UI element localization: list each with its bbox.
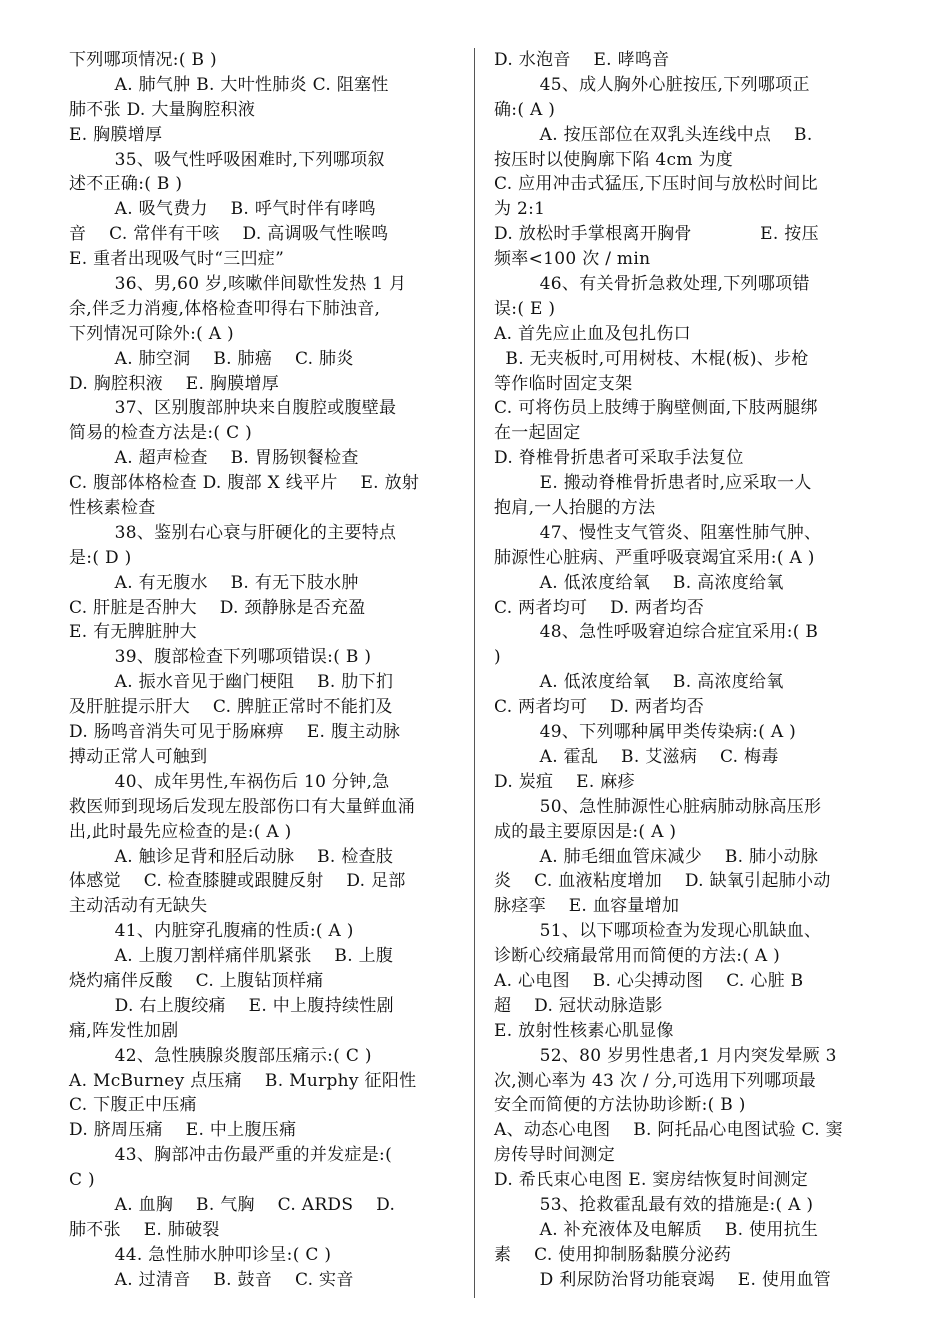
text-line: A. 吸气费力 B. 呼气时伴有哮鸣 (69, 199, 376, 220)
text-line: 搏动正常人可触到 (69, 746, 208, 767)
text-line: 50、急性肺源性心脏病肺动脉高压形 (494, 796, 822, 817)
text-line: 肺源性心脏病、严重呼吸衰竭宜采用:( A ) (494, 547, 815, 568)
text-line: 45、成人胸外心脏按压,下列哪项正 (494, 74, 810, 95)
text-line: E. 搬动脊椎骨折患者时,应采取一人 (494, 473, 812, 494)
text-line: D. 希氏束心电图 E. 窦房结恢复时间测定 (494, 1170, 809, 1191)
text-line: D 利尿防治肾功能衰竭 E. 使用血管 (494, 1269, 832, 1290)
text-line: 抱肩,一人抬腿的方法 (494, 498, 656, 519)
text-line: A. 肺气肿 B. 大叶性肺炎 C. 阻塞性 (69, 74, 389, 95)
text-line: A. 肺毛细血管床减少 B. 肺小动脉 (494, 846, 819, 867)
text-line: D. 肠鸣音消失可见于肠麻痹 E. 腹主动脉 (69, 722, 401, 743)
text-line: 次,测心率为 43 次 / 分,可选用下列哪项最 (494, 1070, 816, 1091)
text-line: 等作临时固定支架 (494, 373, 633, 394)
text-line: 出,此时最先应检查的是:( A ) (69, 821, 292, 842)
left-text-column (69, 48, 453, 1293)
text-line: D. 炭疽 E. 麻疹 (494, 771, 635, 792)
text-line: 述不正确:( B ) (69, 174, 183, 195)
text-line: 37、区别腹部肿块来自腹腔或腹壁最 (69, 398, 397, 419)
text-line: 在一起固定 (494, 423, 581, 444)
text-line: A. 低浓度给氧 B. 高浓度给氧 (494, 672, 784, 693)
text-line: A. 血胸 B. 气胸 C. ARDS D. (69, 1194, 396, 1215)
text-line: D. 右上腹绞痛 E. 中上腹持续性剧 (69, 995, 394, 1016)
text-line: A. 霍乱 B. 艾滋病 C. 梅毒 (494, 746, 779, 767)
text-line: 下列哪项情况:( B ) (69, 50, 217, 70)
text-line: D. 脐周压痛 E. 中上腹压痛 (69, 1120, 297, 1141)
text-line: C. 两者均可 D. 两者均否 (494, 597, 705, 618)
text-line: A. 上腹刀割样痛伴肌紧张 B. 上腹 (69, 946, 394, 967)
text-line: 51、以下哪项检查为发现心肌缺血、 (494, 921, 822, 942)
right-text-column (494, 48, 878, 1293)
text-line: 按压时以使胸廓下陷 4cm 为度 (494, 149, 734, 170)
text-line: 及肝脏提示肝大 C. 脾脏正常时不能扪及 (69, 697, 393, 718)
text-line: 房传导时间测定 (494, 1145, 616, 1166)
text-line: 烧灼痛伴反酸 C. 上腹钻顶样痛 (69, 970, 324, 991)
text-line: 确:( A ) (494, 99, 556, 120)
text-line: 脉痉挛 E. 血容量增加 (494, 896, 680, 917)
text-line: 是:( D ) (69, 547, 132, 568)
text-line: 超 D. 冠状动脉造影 (494, 995, 663, 1016)
text-line: 安全而简便的方法协助诊断:( B ) (494, 1095, 746, 1116)
text-line: 49、下列哪种属甲类传染病:( A ) (494, 722, 797, 743)
text-line: C. 两者均可 D. 两者均否 (494, 697, 705, 718)
text-line: 素 C. 使用抑制肠黏膜分泌药 (494, 1244, 732, 1265)
text-line: 炎 C. 血液粘度增加 D. 缺氧引起肺小动 (494, 871, 831, 892)
text-line: 余,伴乏力消瘦,体格检查叩得右下肺浊音, (69, 298, 381, 319)
text-line: 43、胸部冲击伤最严重的并发症是:( (69, 1145, 393, 1166)
text-line: 音 C. 常伴有干咳 D. 高调吸气性喉鸣 (69, 224, 389, 245)
text-line: D. 脊椎骨折患者可采取手法复位 (494, 448, 744, 469)
text-line: 41、内脏穿孔腹痛的性质:( A ) (69, 921, 354, 942)
text-line: 误:( E ) (494, 298, 556, 319)
text-line: A. 振水音见于幽门梗阻 B. 肋下扪 (69, 672, 394, 693)
text-line: 性核素检查 (69, 498, 156, 519)
text-line: B. 无夹板时,可用树枝、木棍(板)、步枪 (494, 348, 809, 369)
text-line: E. 重者出现吸气时“三凹症” (69, 249, 285, 270)
text-line: 53、抢救霍乱最有效的措施是:( A ) (494, 1194, 814, 1215)
text-line: A. 首先应止血及包扎伤口 (494, 323, 691, 344)
text-line: C ) (69, 1170, 95, 1191)
text-line: A. 有无腹水 B. 有无下肢水肿 (69, 572, 359, 593)
text-line: 36、男,60 岁,咳嗽伴间歇性发热 1 月 (69, 274, 407, 295)
text-line: A. McBurney 点压痛 B. Murphy 征阳性 (69, 1070, 417, 1091)
text-line: A. 过清音 B. 鼓音 C. 实音 (69, 1269, 354, 1290)
text-line: 频率<100 次 / min (494, 249, 651, 270)
text-line: 46、有关骨折急救处理,下列哪项错 (494, 274, 810, 295)
text-line: D. 水泡音 E. 哮鸣音 (494, 50, 670, 70)
text-line: A. 按压部位在双乳头连线中点 B. (494, 124, 813, 145)
column-divider (474, 48, 475, 1298)
text-line: 下列情况可除外:( A ) (69, 323, 234, 344)
text-line: 体感觉 C. 检查膝腱或跟腱反射 D. 足部 (69, 871, 406, 892)
text-line: D. 放松时手掌根离开胸骨 E. 按压 (494, 224, 819, 245)
text-line: 肺不张 D. 大量胸腔积液 (69, 99, 256, 120)
text-line: 为 2:1 (494, 199, 546, 220)
text-line: 成的最主要原因是:( A ) (494, 821, 677, 842)
text-line: C. 下腹正中压痛 (69, 1095, 197, 1116)
text-line: E. 有无脾脏肿大 (69, 622, 197, 643)
text-line: 44. 急性肺水肿叩诊呈:( C ) (69, 1244, 332, 1265)
text-line: 52、80 岁男性患者,1 月内突发晕厥 3 (494, 1045, 837, 1066)
text-line: 主动活动有无缺失 (69, 896, 208, 917)
text-line: A. 超声检查 B. 胃肠钡餐检查 (69, 448, 359, 469)
text-line: A. 补充液体及电解质 B. 使用抗生 (494, 1219, 819, 1240)
text-line: 39、腹部检查下列哪项错误:( B ) (69, 647, 372, 668)
text-line: D. 胸腔积液 E. 胸膜增厚 (69, 373, 280, 394)
text-line: 47、慢性支气管炎、阻塞性肺气肿、 (494, 522, 822, 543)
text-line: A. 肺空洞 B. 肺癌 C. 肺炎 (69, 348, 354, 369)
text-line: ) (494, 647, 501, 668)
text-line: 48、急性呼吸窘迫综合症宜采用:( B (494, 622, 819, 643)
text-line: C. 应用冲击式猛压,下压时间与放松时间比 (494, 174, 818, 195)
text-line: 痛,阵发性加剧 (69, 1020, 179, 1041)
text-line: A、动态心电图 B. 阿托品心电图试验 C. 窦 (494, 1120, 843, 1141)
text-line: 40、成年男性,车祸伤后 10 分钟,急 (69, 771, 390, 792)
text-line: 简易的检查方法是:( C ) (69, 423, 253, 444)
text-line: 诊断心绞痛最常用而简便的方法:( A ) (494, 946, 781, 967)
text-line: 38、鉴别右心衰与肝硬化的主要特点 (69, 522, 397, 543)
text-line: A. 触诊足背和胫后动脉 B. 检查肢 (69, 846, 394, 867)
text-line: 肺不张 E. 肺破裂 (69, 1219, 220, 1240)
text-line: C. 可将伤员上肢缚于胸壁侧面,下肢两腿绑 (494, 398, 818, 419)
text-line: 救医师到现场后发现左股部伤口有大量鲜血涌 (69, 796, 415, 817)
text-line: C. 肝脏是否肿大 D. 颈静脉是否充盈 (69, 597, 366, 618)
text-line: C. 腹部体格检查 D. 腹部 X 线平片 E. 放射 (69, 473, 420, 494)
text-line: A. 心电图 B. 心尖搏动图 C. 心脏 B (494, 970, 804, 991)
text-line: E. 胸膜增厚 (69, 124, 163, 145)
text-line: 35、吸气性呼吸困难时,下列哪项叙 (69, 149, 385, 170)
text-line: 42、急性胰腺炎腹部压痛示:( C ) (69, 1045, 372, 1066)
text-line: E. 放射性核素心肌显像 (494, 1020, 674, 1041)
text-line: A. 低浓度给氧 B. 高浓度给氧 (494, 572, 784, 593)
